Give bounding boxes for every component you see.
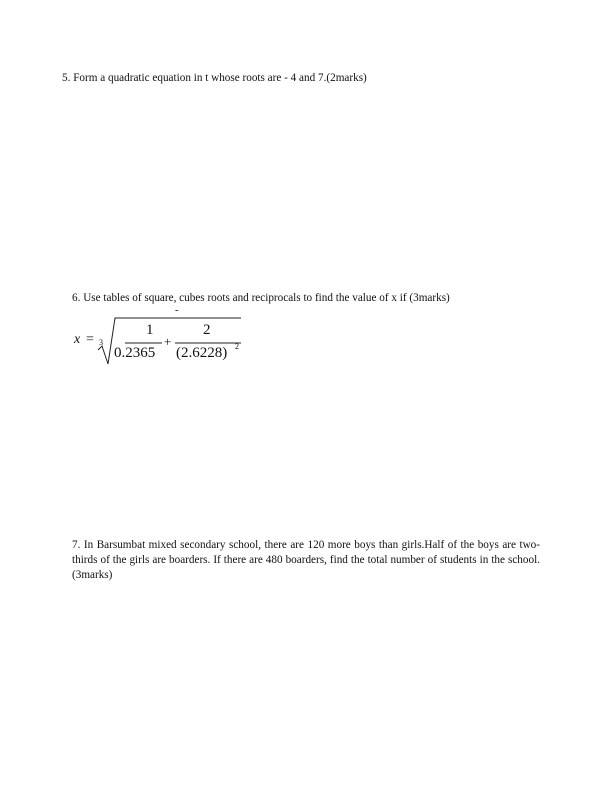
denominator-2: (2.6228) xyxy=(176,345,228,361)
denominator-1: 0.2365 xyxy=(114,345,156,361)
stray-mark: - xyxy=(175,304,179,316)
question-7: 7. In Barsumbat mixed secondary school, there are 120 more boys than girls.Half of the boys are two-thirds of the girls are boarders. If there are 480 boarders, find the total number of students in the school.(3marks) xyxy=(72,539,540,581)
numerator-1: 1 xyxy=(146,322,154,338)
question-6: 6. Use tables of square, cubes roots and reciprocals to find the value of x if (3marks) xyxy=(72,292,450,304)
exponent: 2 xyxy=(235,342,239,351)
question-5: 5. Form a quadratic equation in t whose roots are - 4 and 7.(2marks) xyxy=(62,72,367,84)
plus-sign: + xyxy=(164,334,172,349)
formula-equals: = xyxy=(86,332,94,347)
numerator-2: 2 xyxy=(203,322,211,338)
formula-lhs: x xyxy=(74,332,81,347)
root-index: 3 xyxy=(99,338,103,347)
